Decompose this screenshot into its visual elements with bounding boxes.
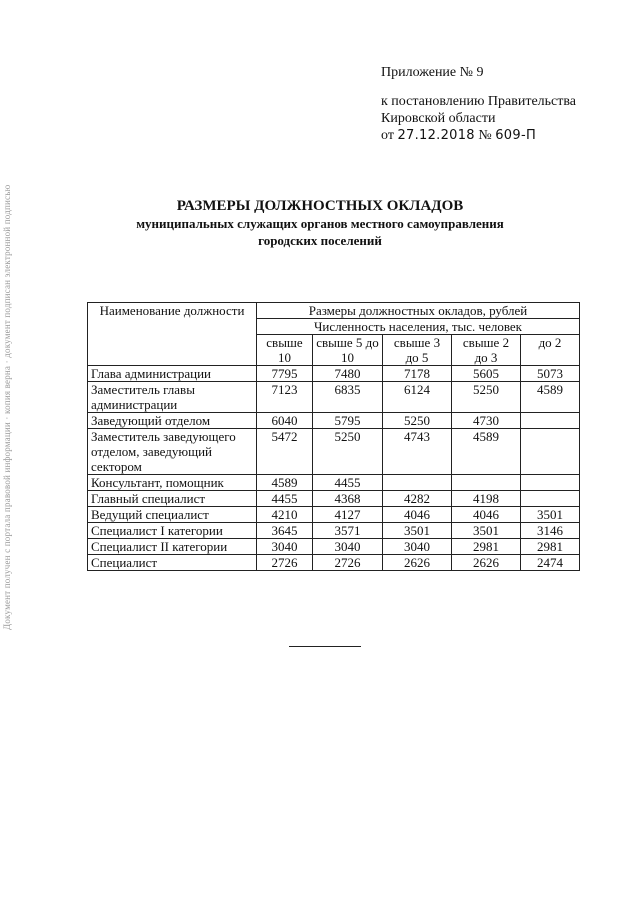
table-row bbox=[88, 555, 580, 571]
salary-value: 4210 bbox=[257, 507, 313, 523]
salary-value: 5250 bbox=[313, 429, 383, 475]
header-position: Наименование должности bbox=[88, 303, 257, 366]
table-row bbox=[88, 475, 580, 491]
salary-value: 7123 bbox=[257, 382, 313, 413]
position-name: Главный специалист bbox=[88, 491, 257, 507]
handwritten-date: 27.12.2018 bbox=[397, 128, 475, 143]
salary-value bbox=[383, 475, 452, 491]
column-header: свыше 3 до 5 bbox=[383, 335, 452, 366]
salary-value: 4589 bbox=[452, 429, 521, 475]
salary-value: 5250 bbox=[452, 382, 521, 413]
salary-value: 2474 bbox=[521, 555, 580, 571]
salary-value: 3645 bbox=[257, 523, 313, 539]
salary-value: 2626 bbox=[452, 555, 521, 571]
salary-value: 7795 bbox=[257, 366, 313, 382]
salary-value: 3501 bbox=[452, 523, 521, 539]
salary-value: 2726 bbox=[313, 555, 383, 571]
salary-value: 3040 bbox=[257, 539, 313, 555]
salary-value bbox=[452, 475, 521, 491]
header-population: Численность населения, тыс. человек bbox=[257, 319, 580, 335]
table-row bbox=[88, 366, 580, 382]
position-name: Заведующий отделом bbox=[88, 413, 257, 429]
salary-value: 4198 bbox=[452, 491, 521, 507]
salary-value: 3040 bbox=[383, 539, 452, 555]
salary-value: 4589 bbox=[521, 382, 580, 413]
number-prefix: № bbox=[478, 128, 492, 143]
salary-value: 2726 bbox=[257, 555, 313, 571]
salary-value: 2981 bbox=[521, 539, 580, 555]
table-row bbox=[88, 491, 580, 507]
table-body bbox=[88, 366, 580, 571]
salary-value: 6040 bbox=[257, 413, 313, 429]
appendix-date-line bbox=[381, 127, 576, 144]
salary-value: 4046 bbox=[383, 507, 452, 523]
table-row bbox=[88, 539, 580, 555]
salary-value: 7178 bbox=[383, 366, 452, 382]
salary-value: 4046 bbox=[452, 507, 521, 523]
header-salaries: Размеры должностных окладов, рублей bbox=[257, 303, 580, 319]
title-line3: городских поселений bbox=[258, 233, 382, 248]
column-header: свыше 2 до 3 bbox=[452, 335, 521, 366]
salary-value: 4368 bbox=[313, 491, 383, 507]
salary-value: 4127 bbox=[313, 507, 383, 523]
salary-value: 3501 bbox=[521, 507, 580, 523]
salary-value bbox=[521, 491, 580, 507]
appendix-block bbox=[381, 64, 576, 144]
salary-value: 5073 bbox=[521, 366, 580, 382]
salary-value: 2626 bbox=[383, 555, 452, 571]
salary-value: 3501 bbox=[383, 523, 452, 539]
salary-value: 2981 bbox=[452, 539, 521, 555]
position-name: Ведущий специалист bbox=[88, 507, 257, 523]
appendix-title: Приложение № 9 bbox=[381, 65, 484, 80]
salary-value: 4743 bbox=[383, 429, 452, 475]
column-header: до 2 bbox=[521, 335, 580, 366]
salary-value: 3040 bbox=[313, 539, 383, 555]
end-divider bbox=[289, 646, 361, 647]
salary-value: 4589 bbox=[257, 475, 313, 491]
column-header: свыше 5 до 10 bbox=[313, 335, 383, 366]
table-row bbox=[88, 523, 580, 539]
table-row bbox=[88, 382, 580, 413]
position-name: Глава администрации bbox=[88, 366, 257, 382]
salary-value bbox=[521, 429, 580, 475]
salary-value: 3146 bbox=[521, 523, 580, 539]
salary-value: 4282 bbox=[383, 491, 452, 507]
salary-value: 4730 bbox=[452, 413, 521, 429]
side-stamp: Документ получен с портала правовой информации · копия верна · документ подписан электронной подписью bbox=[2, 184, 12, 630]
table-row bbox=[88, 507, 580, 523]
document-title bbox=[0, 198, 640, 249]
appendix-line2: Кировской области bbox=[381, 111, 496, 126]
handwritten-number: 609-П bbox=[495, 128, 537, 143]
salary-value: 6124 bbox=[383, 382, 452, 413]
salary-value: 4455 bbox=[257, 491, 313, 507]
salary-value: 5795 bbox=[313, 413, 383, 429]
salary-value: 6835 bbox=[313, 382, 383, 413]
title-line1: РАЗМЕРЫ ДОЛЖНОСТНЫХ ОКЛАДОВ bbox=[176, 198, 464, 214]
salary-table bbox=[87, 302, 580, 571]
table-row bbox=[88, 413, 580, 429]
salary-value: 5250 bbox=[383, 413, 452, 429]
column-header: свыше 10 bbox=[257, 335, 313, 366]
position-name: Специалист I категории bbox=[88, 523, 257, 539]
salary-value: 3571 bbox=[313, 523, 383, 539]
table-row bbox=[88, 429, 580, 475]
salary-value bbox=[521, 413, 580, 429]
title-line2: муниципальных служащих органов местного самоуправления bbox=[136, 216, 504, 231]
salary-value: 4455 bbox=[313, 475, 383, 491]
position-name: Заместитель главы администрации bbox=[88, 382, 257, 413]
date-prefix: от bbox=[381, 128, 394, 143]
position-name: Специалист II категории bbox=[88, 539, 257, 555]
salary-value: 5605 bbox=[452, 366, 521, 382]
appendix-line1: к постановлению Правительства bbox=[381, 94, 577, 109]
salary-value: 5472 bbox=[257, 429, 313, 475]
position-name: Заместитель заведующего отделом, заведующий сектором bbox=[88, 429, 257, 475]
position-name: Консультант, помощник bbox=[88, 475, 257, 491]
salary-value: 7480 bbox=[313, 366, 383, 382]
position-name: Специалист bbox=[88, 555, 257, 571]
salary-value bbox=[521, 475, 580, 491]
